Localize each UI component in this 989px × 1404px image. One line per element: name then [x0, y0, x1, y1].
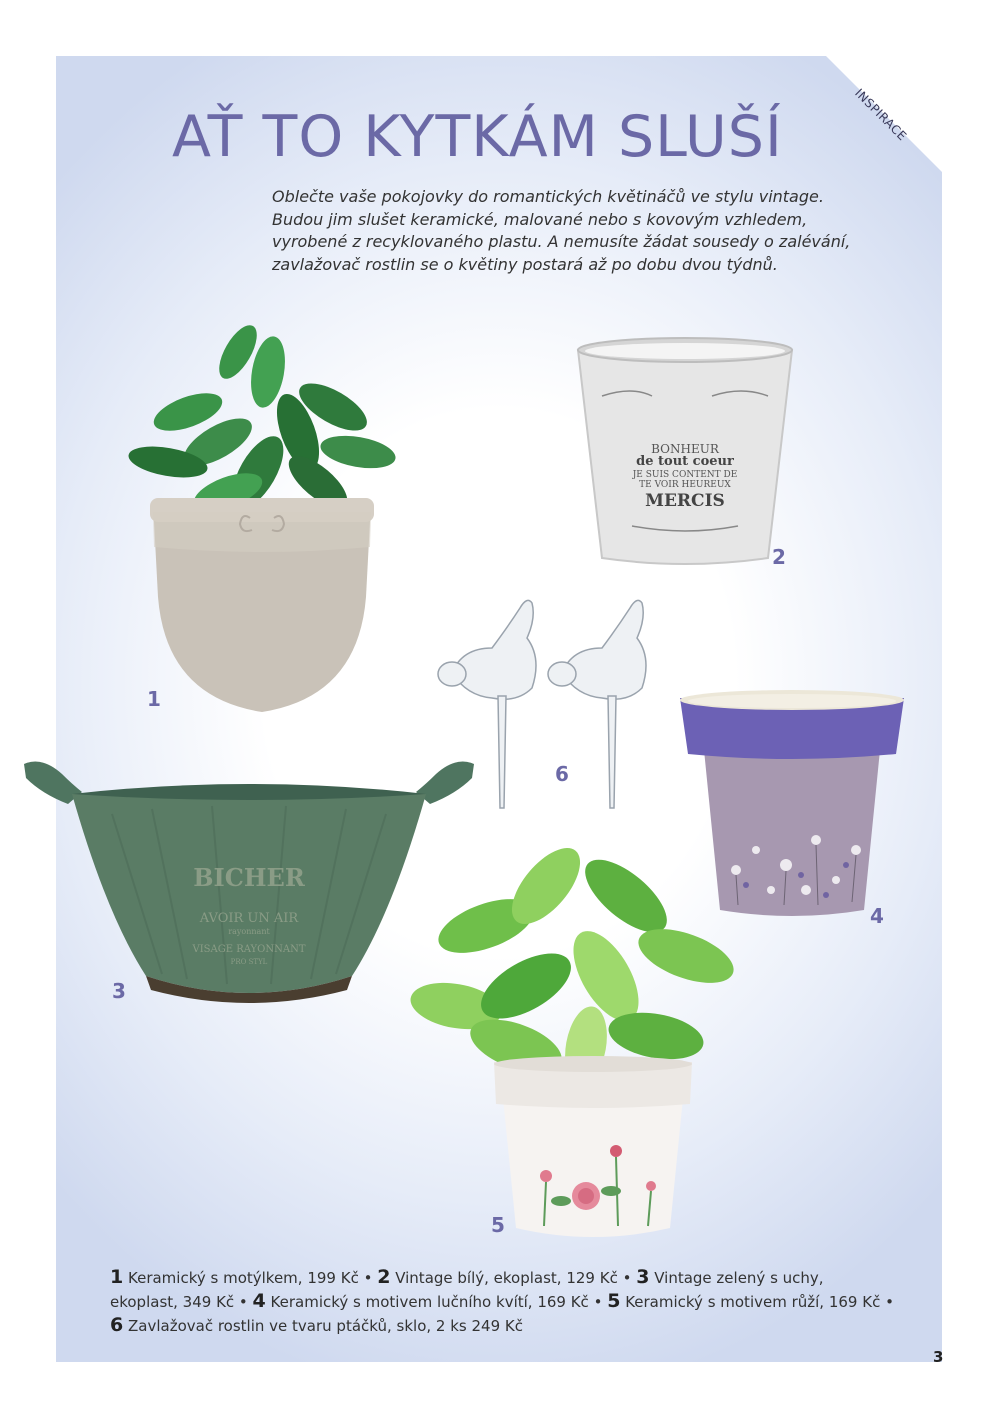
- product-5-image: [406, 846, 748, 1248]
- pot2-text-4: TE VOIR HEUREUX: [639, 480, 731, 490]
- caption-number: 5: [607, 1290, 621, 1312]
- item-number-3: 3: [112, 979, 126, 1003]
- pot3-text-1: BICHER: [193, 863, 305, 892]
- caption-text: Keramický s motivem lučního kvítí, 169 Kč •: [265, 1293, 608, 1311]
- pot2-text-1: BONHEUR: [651, 442, 719, 456]
- intro-line: zavlažovač rostlin se o květiny postará až po dobu dvou týdnů.: [272, 254, 778, 274]
- pot3-text-5: PRO STYL: [230, 958, 268, 966]
- caption-text: Keramický s motýlkem, 199 Kč •: [123, 1269, 378, 1287]
- item-number-5: 5: [491, 1213, 505, 1237]
- caption-text: Keramický s motivem růží, 169 Kč •: [620, 1293, 894, 1311]
- caption-number: 2: [377, 1266, 391, 1288]
- product-captions: [110, 1266, 910, 1338]
- pot2-text-5: MERCIS: [645, 491, 725, 511]
- pot3-text-4: VISAGE RAYONNANT: [192, 944, 306, 955]
- pot3-text-3: rayonnant: [228, 927, 270, 936]
- item-number-2: 2: [772, 545, 786, 569]
- item-number-4: 4: [870, 904, 884, 928]
- product-2-image: [572, 336, 798, 568]
- caption-text: Vintage bílý, ekoplast, 129 Kč •: [390, 1269, 637, 1287]
- intro-line: Oblečte vaše pokojovky do romantických květináčů ve stylu vintage.: [272, 187, 824, 206]
- caption-text: ekoplast, 349 Kč •: [110, 1293, 253, 1311]
- intro-line: Budou jim slušet keramické, malované nebo s kovovým vzhledem,: [272, 209, 808, 229]
- intro-paragraph: [272, 186, 912, 276]
- pot2-text-3: JE SUIS CONTENT DE: [632, 470, 738, 480]
- product-1-image: [108, 312, 418, 722]
- section-label: INSPIRACE: [852, 86, 910, 144]
- item-number-1: 1: [147, 687, 161, 711]
- caption-number: 4: [252, 1290, 266, 1312]
- caption-number: 1: [110, 1266, 124, 1288]
- page-number: 3: [933, 1348, 944, 1366]
- caption-number: 6: [110, 1314, 124, 1336]
- caption-text: Vintage zelený s uchy,: [649, 1269, 824, 1287]
- caption-number: 3: [636, 1266, 650, 1288]
- pot3-text-2: AVOIR UN AIR: [199, 911, 299, 926]
- caption-text: Zavlažovač rostlin ve tvaru ptáčků, sklo, 2 ks 249 Kč: [123, 1317, 523, 1335]
- item-number-6: 6: [555, 762, 569, 786]
- intro-line: vyrobené z recyklovaného plastu. A nemusíte žádat sousedy o zalévání,: [272, 232, 851, 251]
- page-title: AŤ TO KYTKÁM SLUŠÍ: [172, 104, 783, 170]
- pot2-text-2: de tout coeur: [636, 454, 734, 469]
